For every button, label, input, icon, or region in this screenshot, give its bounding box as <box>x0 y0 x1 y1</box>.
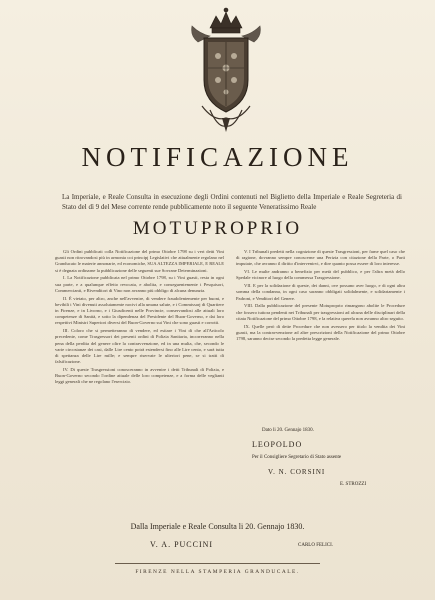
article-paragraph: VII. E per la solidazione di queste, dei danni, ove possano aver luogo, e di ogni altra somma della condanna, in ogni caso saranno obbligati solidalmente, e solidariamente i Padroni, e Venditori del Genere. <box>236 283 405 301</box>
article-paragraph: I. La Notificazione pubblicata nel primo Ottobre 1798, su i Vini guasti, resta in ogni sua parte, e a qualunque effetto revocata, e abolita, e conseguentemente i Pesquisori, Commercianti, e Rivenditori di Vino non avranno più obbligo di alcuna denunzia. <box>55 275 224 293</box>
signatory-strozzi: E. STROZZI <box>340 482 367 487</box>
printer-line: FIRENZE NELLA STAMPERIA GRANDUCALE. <box>135 569 300 575</box>
signatory-puccini: V. A. PUCCINI <box>150 540 214 549</box>
article-paragraph: IX. Quelle però di dette Procedure che non avessero per titolo la vendita dei Vini guasti, ma la contravvenzione ad altre prescrizioni della Notificazione del primo Ottobre 1798, saranno decise secondo la predetta legge generale. <box>236 323 405 342</box>
article-paragraph: Gli Ordini pubblicati colla Notificazione del primo Ottobre 1798 su i veri detti Vini guasti non ritrovandosi più in armonia coi principj Legislativi che attualmente regolano nel Granducato le materie annonarie, ed economiche, SUA ALTEZZA IMPERIALE, E REALE si è degnata ordinarne la pubblicazione delle seguenti sue Sovrane Determinazioni. <box>55 249 224 273</box>
article-paragraph: IV. Di queste Trasgressioni conosceranno in avvenire i detti Tribunali di Polizia, e Buon-Governo secondo l'ordine attuale delle loro competenze, e a forma delle veglianti leggi generali che ne regolano l'esercizio. <box>55 367 224 385</box>
signatory-subtitle: Per il Consigliere Segretario di Stato assente <box>252 455 342 460</box>
divider-line <box>115 563 320 564</box>
right-column <box>236 249 405 344</box>
motuproprio-heading: MOTUPROPRIO <box>132 218 303 239</box>
article-paragraph: VI. Le multe andranno a benefizio per metà del pubblico, e per l'altra metà dello Spedale vicinore al luogo della commessa Trasgressione. <box>236 269 405 281</box>
article-paragraph: II. È vietato, per altro, anche nell'avvenire, di vendere fraudolentemente per buoni, e bevibili i Vini divenuti assolutamente nocivi alla umana salute, e i Commissarj di Quartiere in Firenze, e in Livorno, e i Giusdicenti nelle Provincie, conservandosi alle attuali loro competenze di Sanità, e sotto la dipendenza del Presidente del Buon-Governo, e dai loro respettivi Ministri Superiori diversi del Buon-Governo sui Vini che sono guasti e corrotti. <box>55 295 224 326</box>
article-paragraph: III. Coloro che si permetteranno di vendere, ed esitare i Vini di che all'Articolo precedente, come Trasgressori dei presenti ordini di Polizia Sanitaria, incorreranno nella pena della perdita del genere oltre la contravvenzione, ed in una multa, che, secondo le varie circostanze dei casi, dalle Lire cento potrà estendersi fino alle Lire cento, e sarà tutta di spettanza delle Lire mille; e sempre riservate le ulteriori pene, se si tratti di falsificazione. <box>55 328 224 365</box>
article-paragraph: V. I Tribunali predetti nella cognizione di queste Trasgressioni, per farne quel caso che di ragione, dovranno sempre conoscerne una Perizia con citazione della Parte, o Parti imputate, che avranno il diritto d'intervenirvi, e dire quanto possa essere di loro interesse. <box>236 249 405 267</box>
left-column <box>55 249 224 387</box>
date-line: Dato li 20. Gennajo 1830. <box>262 428 314 433</box>
article-paragraph: VIII. Dalla pubblicazione del presente Motuproprio rimangono abolite le Procedure che fossero tuttora pendenti nei Tribunali per trasgressioni ad alcuna delle disciplinari della citata Notificazione del primo Ottobre 1798, e la relativa querela non avranno altro seguito. <box>236 303 405 321</box>
coat-of-arms-icon <box>188 6 264 134</box>
consulta-date: Dalla Imperiale e Reale Consulta li 20. Gennajo 1830. <box>130 522 305 531</box>
signatory-leopoldo: LEOPOLDO <box>252 440 303 449</box>
document-title: NOTIFICAZIONE <box>81 142 354 172</box>
intro-paragraph: La Imperiale, e Reale Consulta in esecuzione degli Ordini contenuti nel Biglietto della Imperiale e Reale Segreteria di Stato del dì 9 del Mese corrente rende pubblicamente noto il seguente Veneratissimo Reale <box>62 193 402 211</box>
signatory-corsini: V. N. CORSINI <box>268 468 326 476</box>
signatory-carlo-felici: CARLO FELICI. <box>298 543 333 548</box>
